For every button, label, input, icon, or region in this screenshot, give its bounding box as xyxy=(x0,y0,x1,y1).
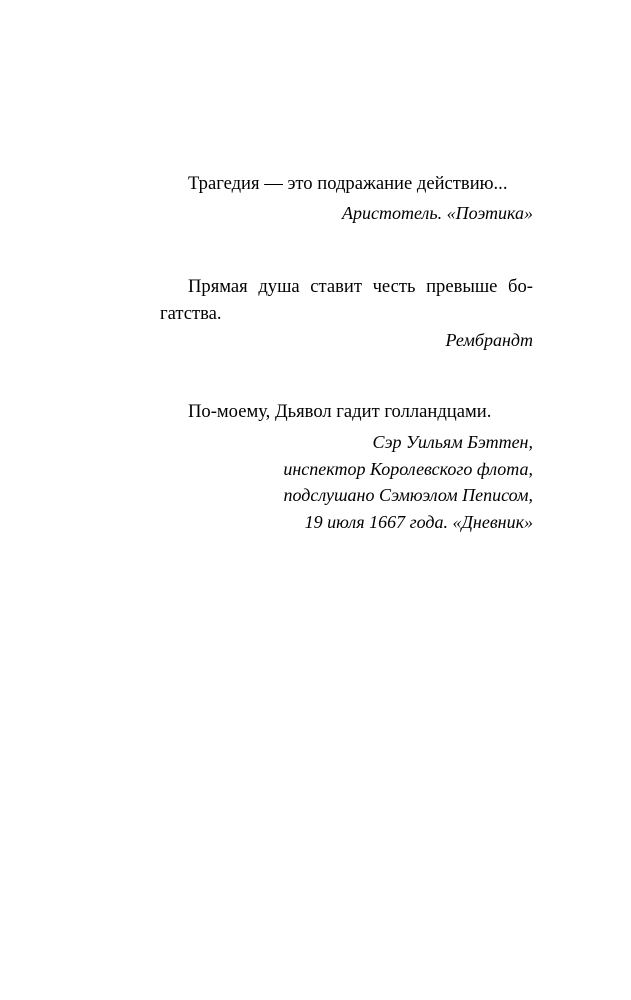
epigraph-attribution xyxy=(160,200,533,227)
attribution-line: Сэр Уильям Бэттен, xyxy=(372,432,533,452)
quote-line: гатства. xyxy=(160,302,222,324)
attribution-line: инспектор Королевского флота, xyxy=(283,458,533,479)
epigraphs-block xyxy=(160,170,533,535)
quote-line: Прямая душа ставит честь превыше бо- xyxy=(188,275,533,297)
epigraph-quote xyxy=(160,398,533,425)
epigraph-quote xyxy=(160,273,533,327)
quote-line: По-моему, Дьявол гадит голландцами. xyxy=(188,401,492,422)
attribution-line: Аристотель. «Поэтика» xyxy=(342,203,533,223)
quote-line: Трагедия — это подражание действию... xyxy=(188,173,508,194)
epigraph-batten xyxy=(160,398,533,535)
attribution-line: 19 июля 1667 года. «Дневник» xyxy=(304,511,533,532)
epigraph-quote xyxy=(160,170,533,197)
attribution-line: Рембрандт xyxy=(445,329,533,350)
epigraph-attribution xyxy=(160,327,533,354)
attribution-line: подслушано Сэмюэлом Пеписом, xyxy=(283,485,533,505)
epigraph-aristotle xyxy=(160,170,533,227)
epigraph-attribution xyxy=(160,429,533,535)
epigraph-rembrandt xyxy=(160,273,533,354)
